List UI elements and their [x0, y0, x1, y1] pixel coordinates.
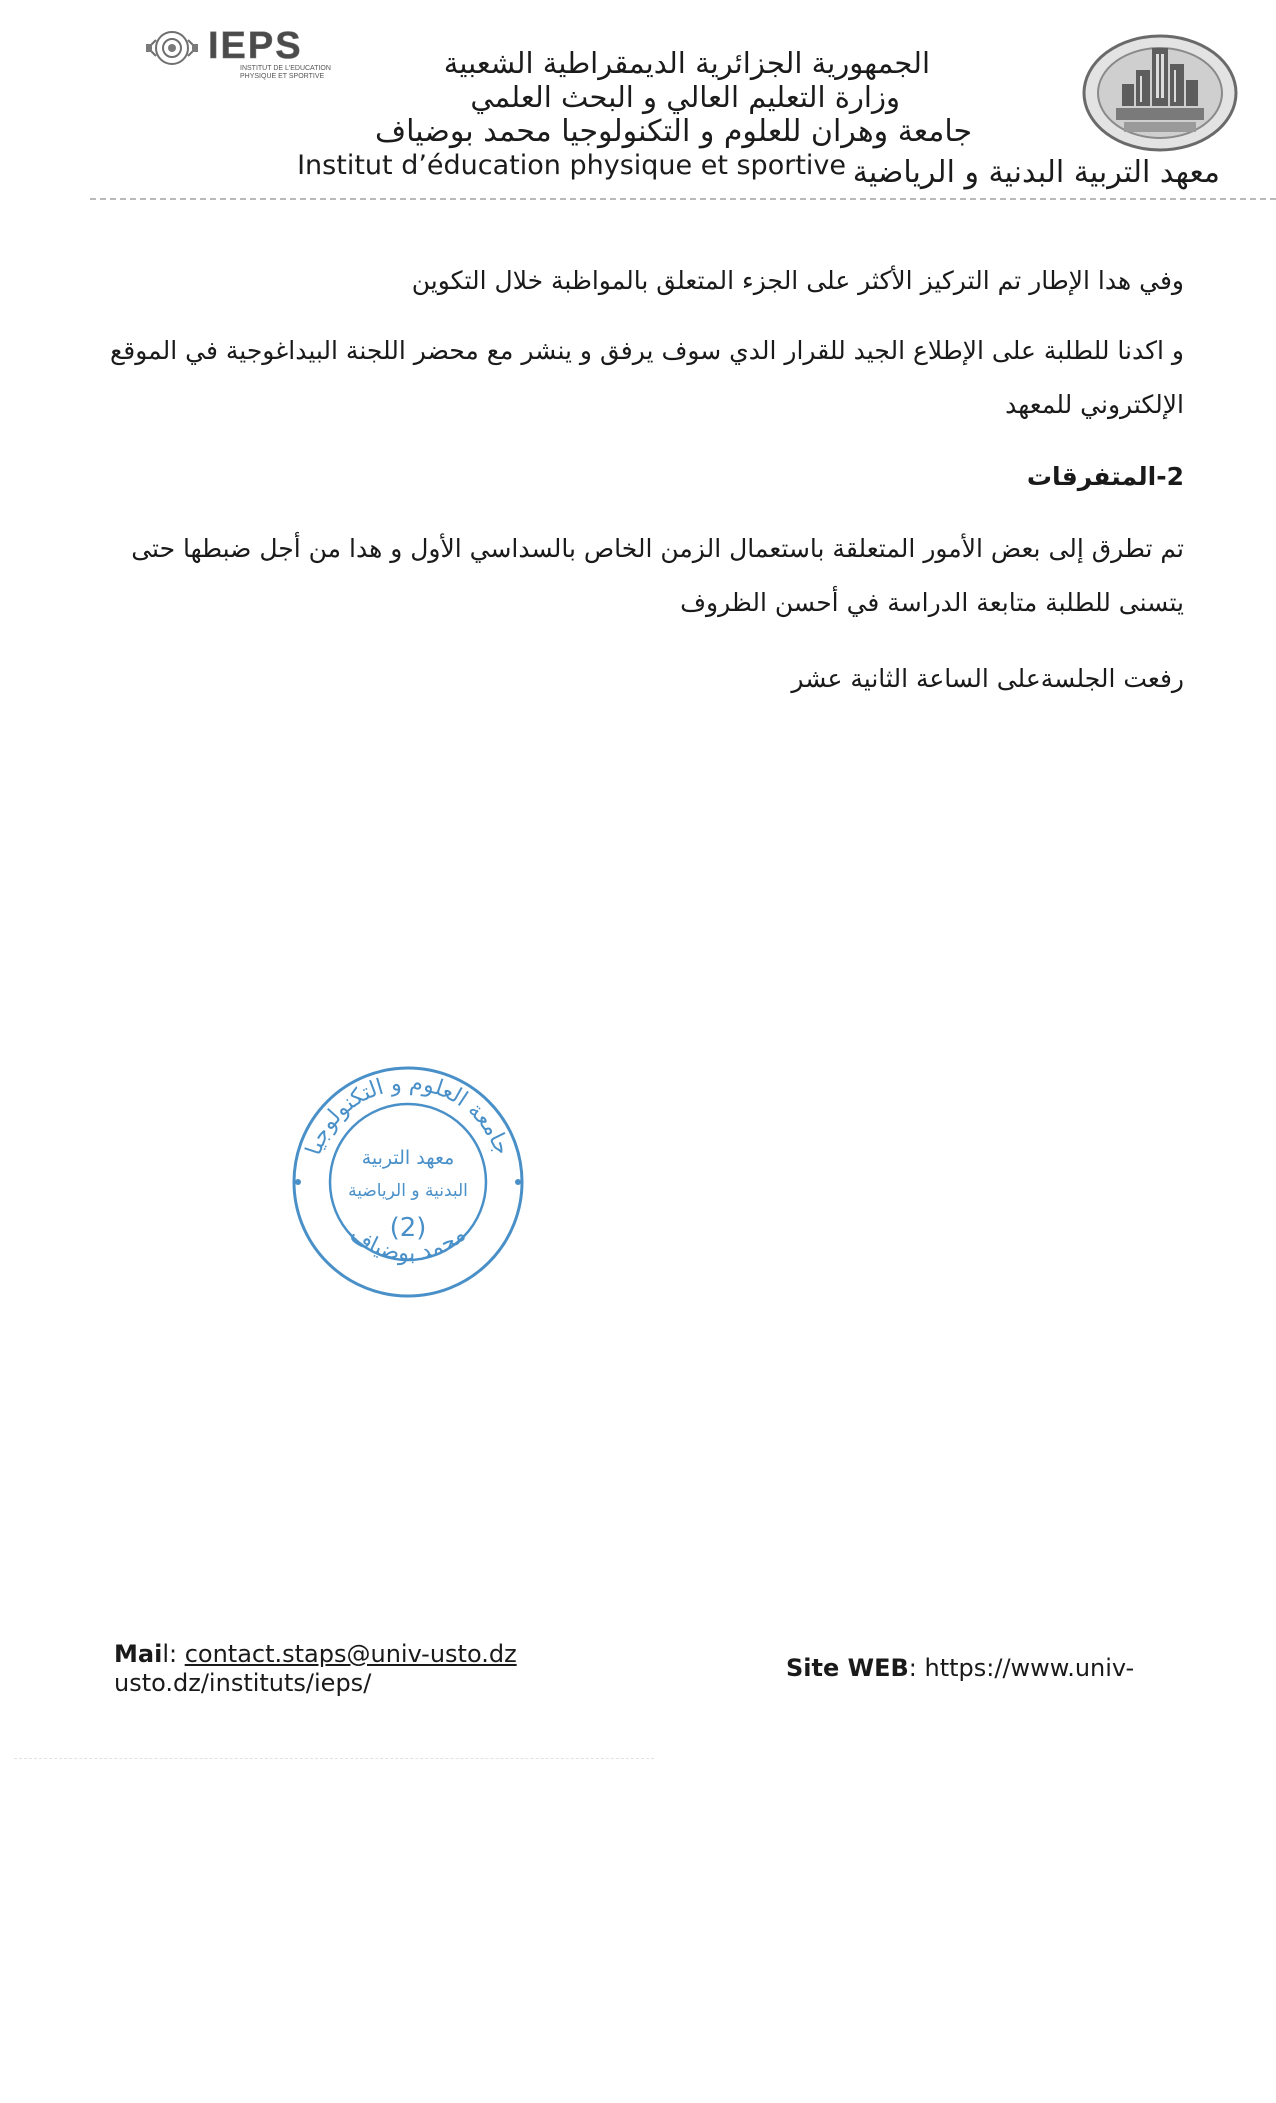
institute-title-fr: Institut d’éducation physique et sportive	[297, 150, 846, 181]
ieps-brand-text: IEPS	[208, 25, 303, 67]
stamp-center-line1: معهد التربية	[361, 1147, 455, 1169]
paragraph-decision-line2: الإلكتروني للمعهد	[1005, 390, 1184, 419]
ministry-title: وزارة التعليم العالي و البحث العلمي	[470, 80, 900, 114]
ieps-subtitle-line2: PHYSIQUE ET SPORTIVE	[240, 73, 325, 80]
ieps-logo-icon	[142, 22, 394, 82]
site-label: Site WEB	[786, 1654, 909, 1682]
university-seal	[1082, 34, 1238, 152]
paragraph-decision-line1: و اكدنا للطلبة على الإطلاع الجيد للقرار الدي سوف يرفق و ينشر مع محضر اللجنة البيداغوجية في الموقع	[110, 336, 1184, 365]
header-divider	[90, 198, 1276, 200]
site-separator: :	[908, 1654, 925, 1682]
paragraph-attendance-line1: وفي هدا الإطار تم التركيز الأكثر على الجزء المتعلق بالمواظبة خلال التكوين	[411, 266, 1184, 295]
republic-title: الجمهورية الجزائرية الديمقراطية الشعبية	[443, 46, 930, 80]
mail-label-bold: Mai	[114, 1640, 163, 1668]
section-heading-miscellaneous: 2-المتفرقات	[1026, 462, 1184, 491]
stamp-ring-text: جامعة العلوم و التكنولوجيا	[301, 1070, 515, 1159]
mail-link[interactable]: contact.staps@univ-usto.dz	[184, 1640, 517, 1668]
stamp-bottom-text: محمد بوضياف	[345, 1221, 471, 1267]
svg-text:جامعة العلوم و التكنولوجيا	[302, 1071, 515, 1159]
footer-mail	[114, 1640, 517, 1698]
paragraph-closing: رفعت الجلسةعلى الساعة الثانية عشر	[791, 664, 1184, 693]
footer-divider	[14, 1758, 654, 1759]
university-title: جامعة وهران للعلوم و التكنولوجيا محمد بوضياف	[375, 114, 972, 149]
institute-stamp	[286, 1060, 530, 1304]
ieps-logo	[142, 22, 394, 82]
institute-stamp-icon	[286, 1060, 530, 1304]
university-seal-icon	[1082, 34, 1238, 152]
footer-site	[786, 1654, 1134, 1682]
stamp-center-line2: البدنية و الرياضية	[348, 1181, 468, 1201]
institute-title-ar: معهد التربية البدنية و الرياضية	[852, 155, 1220, 190]
mail-label	[114, 1640, 185, 1668]
paragraph-schedule-line1: تم تطرق إلى بعض الأمور المتعلقة باستعمال الزمن الخاص بالسداسي الأول و هدا من أجل ضبطها حتى	[131, 534, 1184, 563]
site-url-continuation[interactable]: usto.dz/instituts/ieps/	[114, 1669, 372, 1697]
paragraph-schedule-line2: يتسنى للطلبة متابعة الدراسة في أحسن الظروف	[680, 588, 1184, 617]
mail-label-rest: l:	[162, 1640, 185, 1668]
site-url[interactable]: https://www.univ-	[924, 1654, 1135, 1682]
stamp-number: (2)	[389, 1213, 427, 1243]
ieps-subtitle-line1: INSTITUT DE L'EDUCATION	[240, 65, 331, 72]
